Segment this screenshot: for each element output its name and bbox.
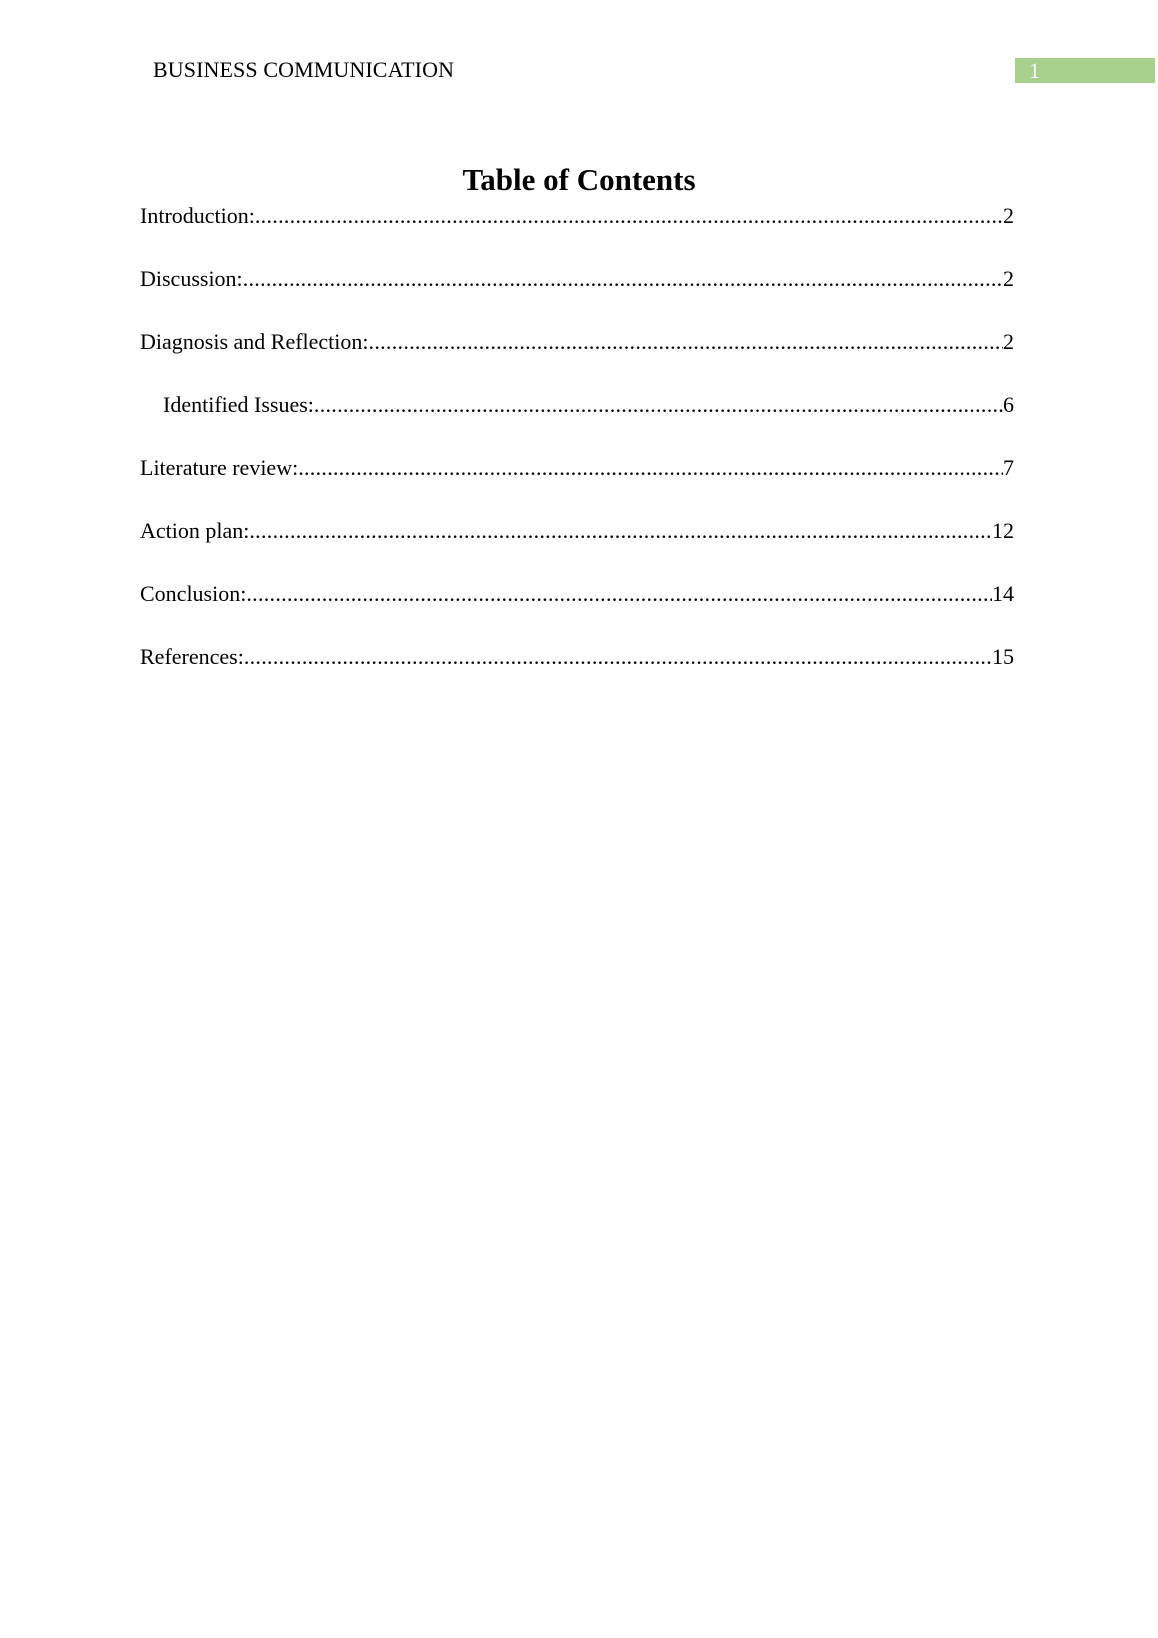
- toc-dot-leader: [369, 328, 1003, 356]
- toc-heading: Table of Contents: [462, 162, 696, 197]
- toc-entry-identified-issues[interactable]: [140, 391, 1014, 454]
- toc-entry-label: Action plan:: [140, 518, 250, 543]
- toc-entry-label: Literature review:: [140, 455, 299, 480]
- toc-entry-literature-review[interactable]: [140, 454, 1014, 517]
- toc-entry-page: 7: [1003, 455, 1014, 480]
- toc-entry-label: Identified Issues:: [163, 392, 314, 417]
- toc-entry-label: Introduction:: [140, 203, 255, 228]
- toc-dot-leader: [246, 580, 992, 608]
- page-number-badge: [1015, 58, 1155, 83]
- toc-dot-leader: [249, 517, 992, 545]
- table-of-contents: [140, 202, 1014, 706]
- toc-dot-leader: [243, 265, 1003, 293]
- toc-entry-page: 15: [992, 644, 1014, 669]
- toc-entry-page: 2: [1003, 266, 1014, 291]
- toc-entry-introduction[interactable]: [140, 202, 1014, 265]
- toc-dot-leader: [255, 202, 1003, 230]
- toc-entry-label: Discussion:: [140, 266, 243, 291]
- toc-entry-page: 2: [1003, 203, 1014, 228]
- toc-entry-label: Diagnosis and Reflection:: [140, 329, 369, 354]
- toc-entry-page: 6: [1003, 392, 1014, 417]
- toc-entry-diagnosis-and-reflection[interactable]: [140, 328, 1014, 391]
- toc-dot-leader: [298, 454, 1003, 482]
- toc-entry-page: 14: [992, 581, 1014, 606]
- page-number: 1: [1029, 58, 1040, 83]
- toc-entry-discussion[interactable]: [140, 265, 1014, 328]
- toc-dot-leader: [314, 391, 1003, 419]
- toc-entry-conclusion[interactable]: [140, 580, 1014, 643]
- toc-entry-label: References:: [140, 644, 244, 669]
- toc-entry-page: 12: [992, 518, 1014, 543]
- toc-entry-page: 2: [1003, 329, 1014, 354]
- toc-entry-label: Conclusion:: [140, 581, 247, 606]
- toc-entry-references[interactable]: [140, 643, 1014, 706]
- toc-entry-action-plan[interactable]: [140, 517, 1014, 580]
- running-header-title: BUSINESS COMMUNICATION: [153, 57, 455, 82]
- toc-dot-leader: [244, 643, 992, 671]
